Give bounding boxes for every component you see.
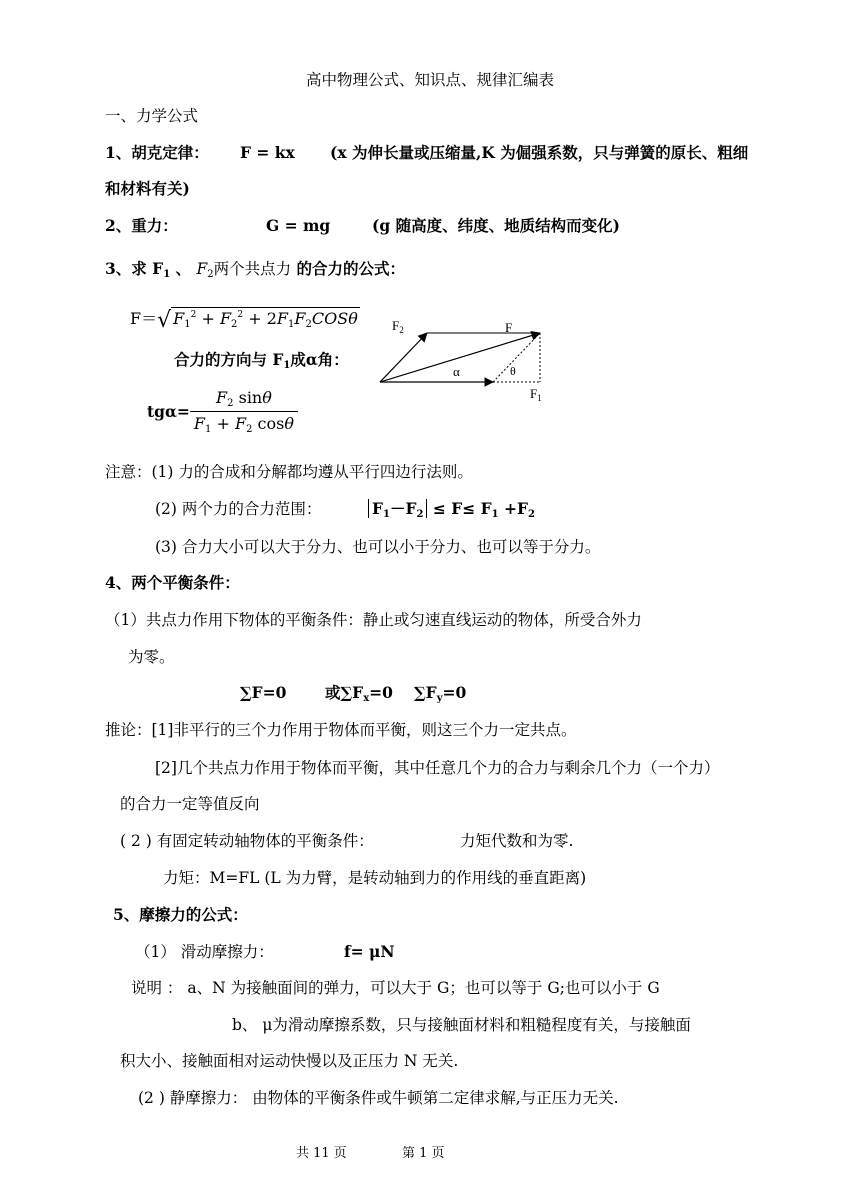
n2h: 2 (528, 509, 535, 520)
balance-heading: 4、两个平衡条件： (105, 573, 240, 592)
eq2b: =0 (369, 683, 393, 702)
tg-alpha-formula: tgα= $\frac{F_2 \sin\theta}{F_1 + F_2 \cos\theta}$ (147, 388, 298, 435)
hooke-note-line1: (x 为伸长量或压缩量,K 为倔强系数，只与弹簧的原长、粗细 (330, 143, 749, 162)
hooke-note-line2: 和材料有关) (105, 179, 190, 198)
balance-eq1: ∑F=0 (240, 683, 287, 702)
tg-label: tgα= (147, 402, 190, 421)
hooke-formula: F = kx (240, 143, 295, 162)
moment-definition: 力矩：M=FL (L 为力臂，是转动轴到力的作用线的垂直距离) (163, 869, 587, 887)
friction-desc-b2: 积大小、接触面相对运动快慢以及正压力 N 无关. (120, 1052, 459, 1070)
inference-1: 推论：[1]非平行的三个力作用于物体而平衡，则这三个力一定共点。 (105, 721, 577, 739)
n2a: F (372, 499, 384, 518)
note-2-label: (2) 两个力的合力范围： (155, 500, 322, 518)
balance-eq2 (325, 683, 393, 709)
resultant-magnitude-formula: F＝√ $F_1^2 + F_2^2 + 2F_1F_2COS\theta$ (130, 308, 358, 333)
resultant-label-f2: F (196, 260, 208, 278)
label-f2: $F_2$ (392, 318, 404, 335)
static-friction: (2 ) 静摩擦力： 由物体的平衡条件或牛顿第二定律求解,与正压力无关. (138, 1089, 619, 1107)
eq3b: =0 (442, 683, 467, 702)
balance-cond1-line2: 为零。 (128, 648, 175, 666)
resultant-label-prefix: 3、求 F (105, 259, 164, 278)
resultant-label-mid: 两个共点力 (213, 260, 292, 278)
label-alpha: α (453, 364, 460, 379)
resultant-label-end: 的合力的公式： (291, 259, 406, 278)
section-heading: 一、力学公式 (105, 107, 199, 125)
label-theta: θ (510, 364, 516, 378)
balance-eq3 (414, 683, 466, 709)
gravity-label: 2、重力： (105, 216, 178, 235)
label-f: F (505, 320, 513, 335)
direction-prefix: 合力的方向与 F (174, 350, 284, 369)
n2g: +F (498, 499, 529, 518)
inference-2-line2: 的合力一定等值反向 (120, 795, 260, 813)
note-1: 注意：(1) 力的合成和分解都均遵从平行四边行法则。 (105, 463, 473, 481)
inference-2-line1: [2]几个共点力作用于物体而平衡，其中任意几个力的合力与剩余几个力（一个力） (155, 759, 720, 777)
sliding-friction-formula: f= μN (344, 942, 395, 961)
direction-end: 成α角： (290, 350, 349, 369)
gravity-note: (g 随高度、纬度、地质结构而变化) (372, 216, 620, 235)
resultant-label-sep: 、 (170, 259, 197, 278)
hooke-label: 1、胡克定律： (105, 143, 209, 162)
eq3a: ∑F (414, 683, 437, 702)
footer-total-pages: 共 11 页 (296, 1146, 347, 1161)
n2e: ≤ F≤ F (427, 499, 492, 518)
label-f1: $F_1$ (530, 386, 542, 403)
sliding-friction-label: （1） 滑动摩擦力： (135, 943, 274, 961)
n2f: 1 (491, 509, 499, 520)
direction-text (174, 350, 349, 376)
resultant-label (105, 259, 405, 285)
page-title: 高中物理公式、知识点、规律汇编表 (306, 71, 555, 89)
n2b: 1 (383, 509, 390, 520)
n2c: －F (389, 499, 417, 518)
note-2-formula (368, 499, 535, 525)
n2d: 2 (416, 509, 424, 520)
direction-sub: 1 (283, 360, 291, 371)
resultant-label-sub1: 1 (163, 269, 171, 280)
friction-heading: 5、摩擦力的公式： (113, 905, 248, 924)
eq3sub: y (436, 693, 443, 704)
eq2a: 或∑F (325, 683, 364, 702)
note-2 (155, 499, 321, 519)
friction-desc-b: b、 μ为滑动摩擦系数，只与接触面材料和粗糙程度有关，与接触面 (232, 1016, 691, 1034)
friction-desc-a: 说明 ： a、N 为接触面间的弹力，可以大于 G；也可以等于 G;也可以小于 G (131, 979, 660, 997)
balance-cond2-value: 力矩代数和为零. (460, 832, 574, 850)
balance-cond2-label: ( 2 ) 有固定转动轴物体的平衡条件： (120, 832, 374, 850)
note-3: (3) 合力大小可以大于分力、也可以小于分力、也可以等于分力。 (155, 538, 601, 556)
force-parallelogram-diagram (375, 315, 575, 415)
gravity-formula: G = mg (266, 216, 331, 235)
eq2sub: x (363, 693, 370, 704)
resultant-label-sub2: 2 (207, 269, 214, 280)
footer-page-number: 第 1 页 (402, 1146, 445, 1161)
balance-cond1-line1: （1）共点力作用下物体的平衡条件：静止或匀速直线运动的物体，所受合外力 (105, 611, 642, 629)
